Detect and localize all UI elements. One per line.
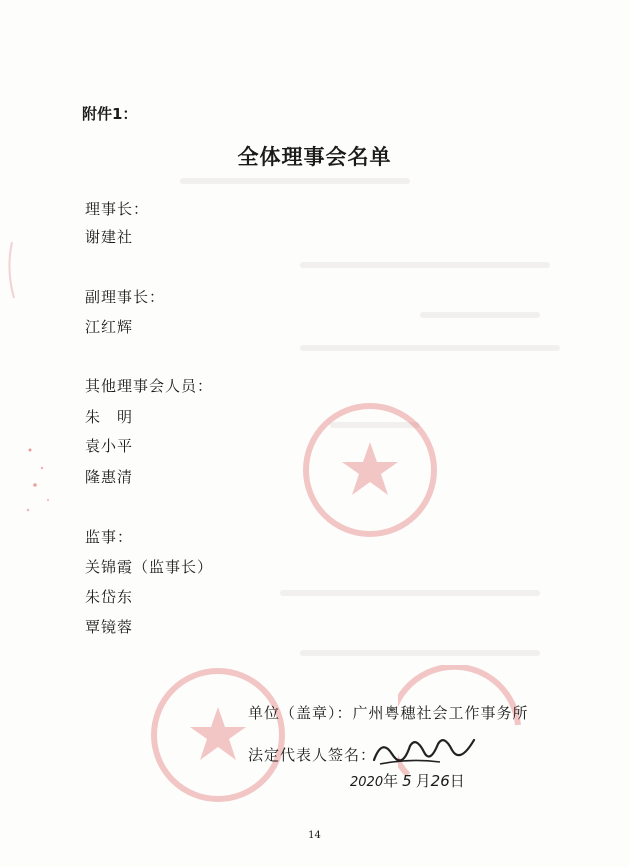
- date-year-suffix: 年: [383, 772, 399, 790]
- director-name: 袁小平: [85, 437, 134, 455]
- section-label-supervisors: 监事：: [85, 528, 134, 546]
- attachment-label: 附件1：: [82, 105, 138, 123]
- section-label-other-directors: 其他理事会人员：: [85, 377, 214, 395]
- date-day: 26: [430, 772, 450, 790]
- supervisor-name: 覃镜蓉: [85, 618, 134, 636]
- ink-specks: [20, 440, 60, 520]
- section-label-chairman: 理事长：: [85, 200, 150, 218]
- page-title: 全体理事会名单: [237, 145, 392, 169]
- supervisor-name: 关锦霞（监事长）: [85, 558, 214, 576]
- show-through-line: [300, 650, 540, 656]
- signature-date: [350, 770, 465, 791]
- date-day-suffix: 日: [449, 772, 465, 790]
- date-month: 5: [402, 772, 412, 790]
- director-name: 朱 明: [85, 408, 134, 426]
- supervisor-name: 朱岱东: [85, 588, 134, 606]
- director-name: 隆惠清: [85, 468, 134, 486]
- date-month-suffix: 月: [415, 772, 431, 790]
- show-through-line: [300, 345, 560, 351]
- handwritten-signature: [370, 730, 480, 770]
- date-year: 2020: [350, 775, 384, 790]
- seal-stamp: [148, 665, 288, 805]
- unit-stamp-line: 单位（盖章）：广州粤穗社会工作事务所: [248, 704, 529, 722]
- legal-rep-line: 法定代表人签名：: [248, 746, 377, 764]
- edge-smudge: [4, 240, 24, 300]
- seal-stamp: [300, 400, 440, 540]
- show-through-line: [280, 590, 540, 596]
- show-through-line: [300, 262, 550, 268]
- show-through-line: [180, 178, 410, 184]
- section-label-vice-chairman: 副理事长：: [85, 288, 166, 306]
- page-number: 14: [308, 830, 321, 841]
- chairman-name: 谢建社: [85, 228, 134, 246]
- show-through-line: [420, 312, 540, 318]
- vice-chairman-name: 江红辉: [85, 318, 134, 336]
